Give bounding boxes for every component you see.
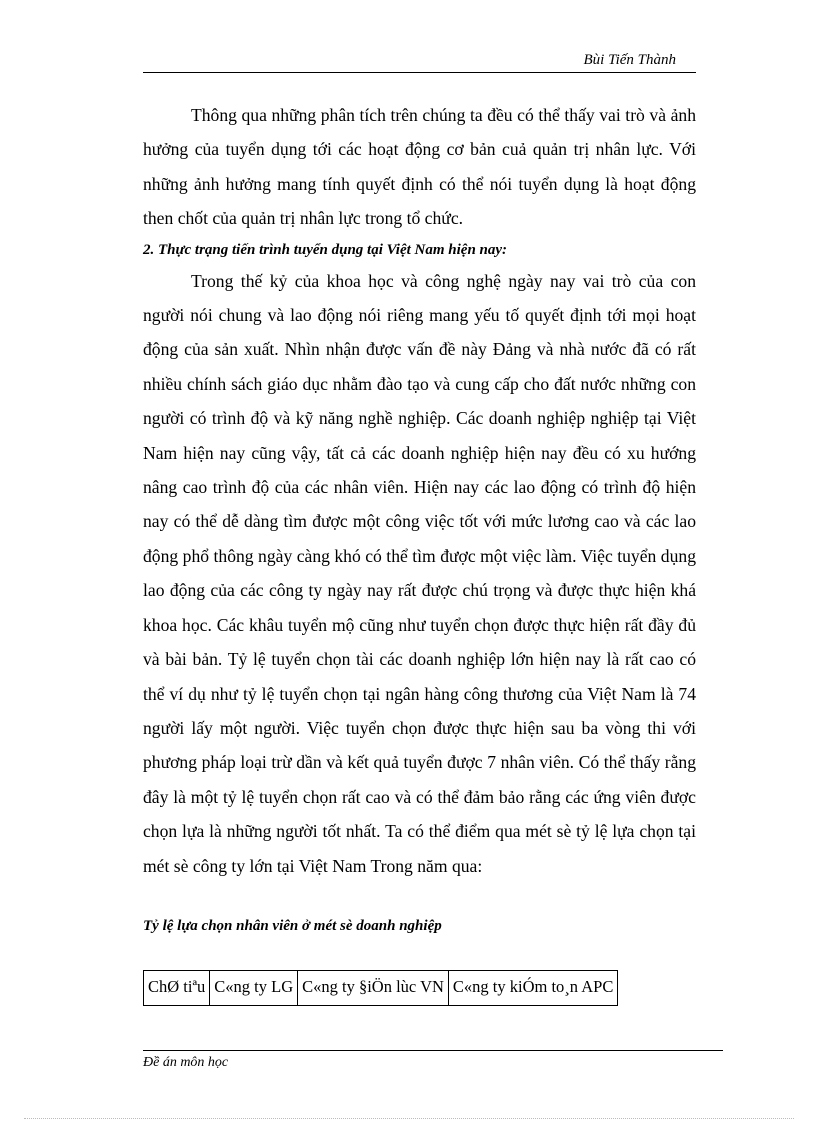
table-header-cell: C«ng ty §iÖn lùc VN [298,971,449,1006]
page-edge [24,1118,794,1119]
footer-divider [143,1050,723,1051]
section-heading: 2. Thực trạng tiến trình tuyển dụng tại Việt Nam hiện nay: [143,241,508,258]
paragraph-intro: Thông qua những phân tích trên chúng ta đều có thể thấy vai trò và ảnh hưởng của tuyển dụng tới các hoạt động cơ bản cuả quản trị nhân lực. Với những ảnh hưởng mang tính quyết định có thể nói tuyển dụng là hoạt động then chốt của quản trị nhân lực trong tổ chức. [143,105,696,229]
document-body [143,98,696,883]
page-header-author: Bùi Tiến Thành [583,52,676,68]
table-header-cell: C«ng ty kiÓm to¸n APC [448,971,617,1006]
table-header-cell: C«ng ty LG [210,971,298,1006]
selection-rate-table [143,970,618,1006]
table-header-row [144,971,618,1006]
header-divider [143,72,696,73]
page-footer: Đề án môn học [143,1055,229,1070]
table-header-cell: ChØ tiªu [144,971,210,1006]
table-caption: Tỷ lệ lựa chọn nhân viên ở mét sè doanh nghiệp [143,918,442,934]
paragraph-main: Trong thế kỷ của khoa học và công nghệ ngày nay vai trò của con người nói chung và lao động nói riêng mang yếu tố quyết định tới mọi hoạt động của sản xuất. Nhìn nhận được vấn đề này Đảng và nhà nước đã có rất nhiều chính sách giáo dục nhằm đào tạo và cung cấp cho đất nước những con người có trình độ và kỹ năng nghề nghiệp. Các doanh nghiệp nghiệp tại Việt Nam hiện nay cũng vậy, tất cả các doanh nghiệp hiện nay đều có xu hướng nâng cao trình độ của các nhân viên. Hiện nay các lao động có trình độ hiện nay có thể dễ dàng tìm được một công việc tốt với mức lương cao và các lao động phổ thông ngày càng khó có thể tìm được một việc làm. Việc tuyển dụng lao động của các công ty ngày nay rất được chú trọng và được thực hiện khá khoa học. Các khâu tuyển mộ cũng như tuyển chọn được thực hiện rất đầy đủ và bài bản. Tỷ lệ tuyển chọn tài các doanh nghiệp lớn hiện nay là rất cao có thể ví dụ như tỷ lệ tuyển chọn tại ngân hàng công thương của Việt Nam là 74 người lấy một người. Việc tuyển chọn được thực hiện sau ba vòng thi với phương pháp loại trừ dần và kết quả tuyển được 7 nhân viên. Có thể thấy rằng đây là một tỷ lệ tuyển chọn rất cao và có thể đảm bảo rằng các ứng viên được chọn lựa là những người tốt nhất. Ta có thể điểm qua mét sè tỷ lệ lựa chọn tại mét sè công ty lớn tại Việt Nam Trong năm qua: [143,270,696,876]
